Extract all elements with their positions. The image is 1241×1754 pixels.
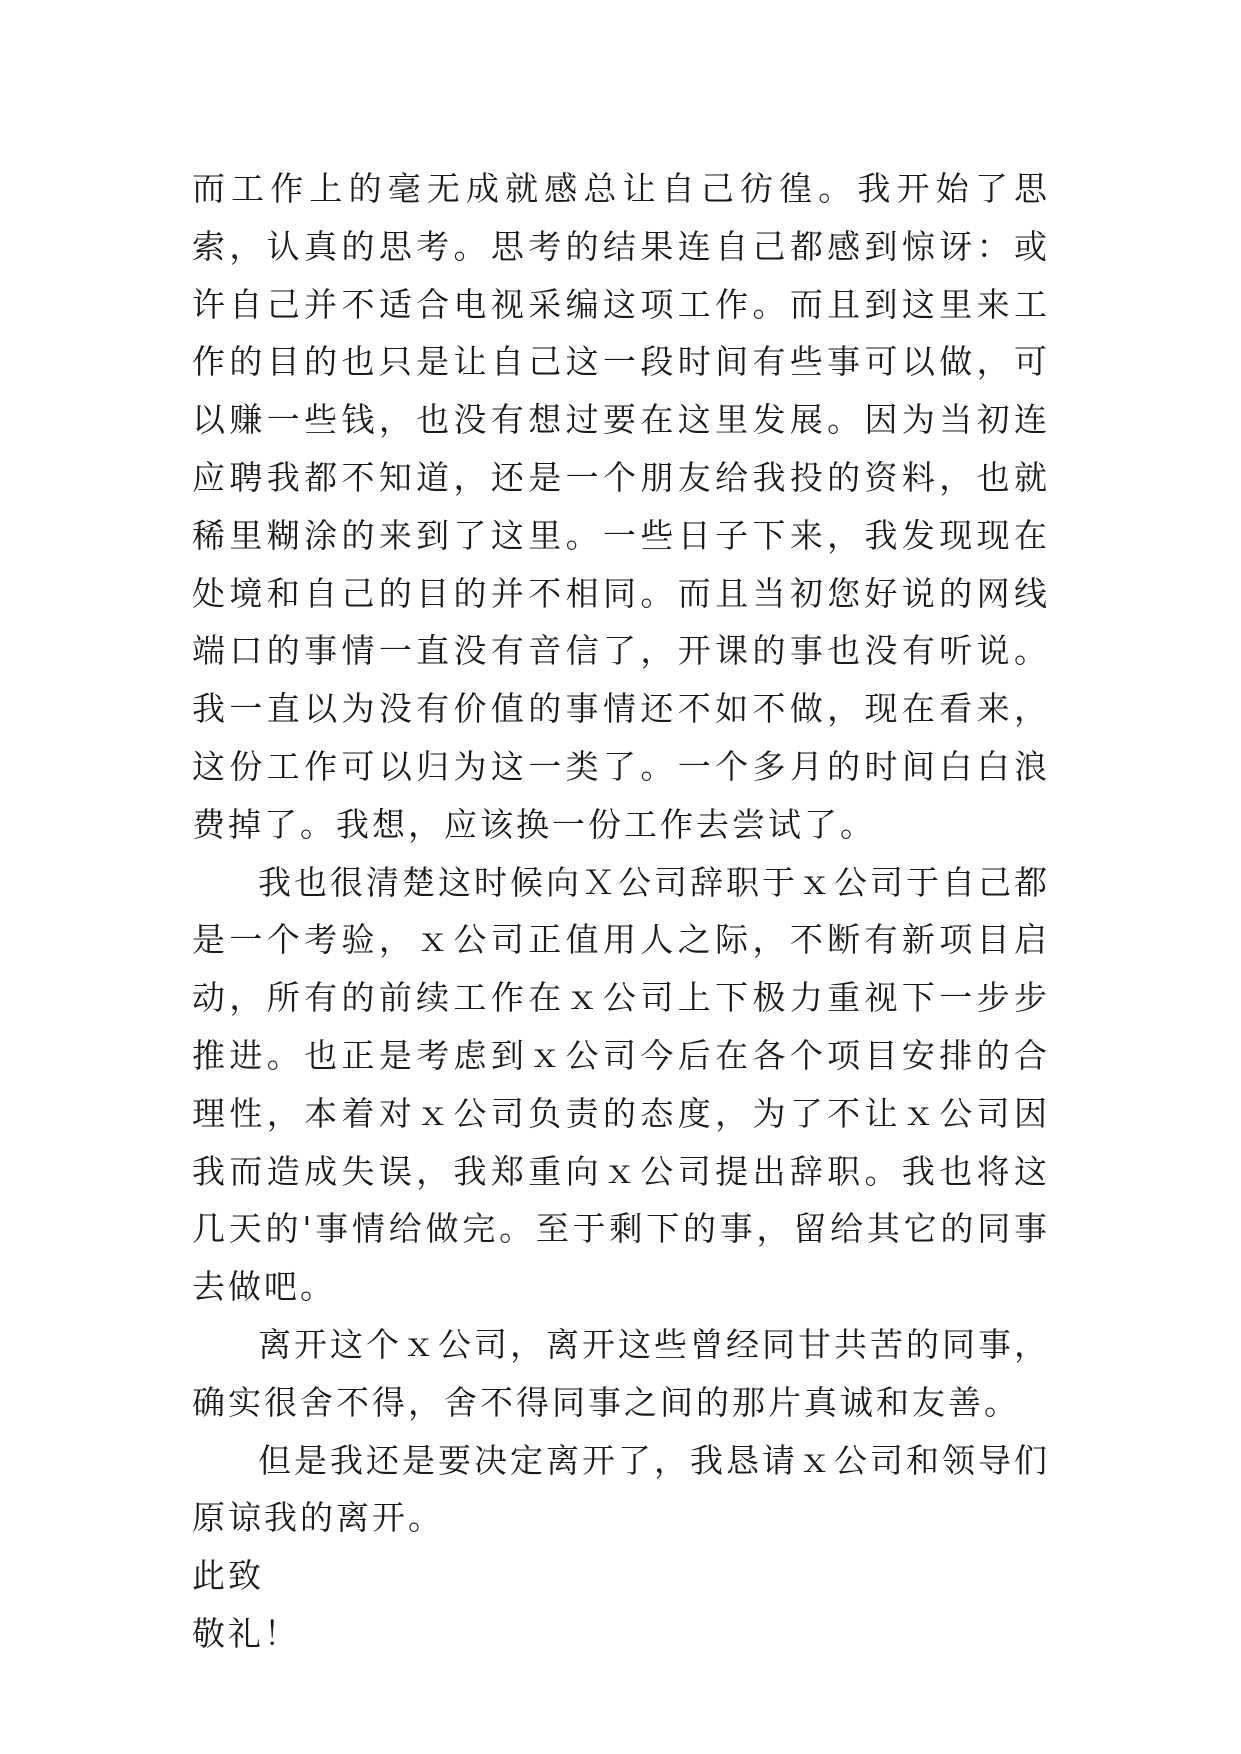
body-paragraph-2: 我也很清楚这时候向Ｘ公司辞职于ｘ公司于自己都是一个考验，ｘ公司正值用人之际，不断有新项目启动，所有的前续工作在ｘ公司上下极力重视下一步步推进。也正是考虑到ｘ公司今后在各个项目安排的合理性，本着对ｘ公司负责的态度，为了不让ｘ公司因我而造成失误，我郑重向ｘ公司提出辞职。我也将这几天的'事情给做完。至于剩下的事，留给其它的同事去做吧。 xyxy=(192,862,1050,1307)
document-page xyxy=(192,160,1050,1663)
closing-salutation: 此致 xyxy=(192,1556,264,1596)
body-paragraph-4: 但是我还是要决定离开了，我恳请ｘ公司和领导们原谅我的离开。 xyxy=(192,1440,1050,1538)
body-paragraph-1: 而工作上的毫无成就感总让自己彷徨。我开始了思索，认真的思考。思考的结果连自己都感到惊讶：或许自己并不适合电视采编这项工作。而且到这里来工作的目的也只是让自己这一段时间有些事可以做，可以赚一些钱，也没有想过要在这里发展。因为当初连应聘我都不知道，还是一个朋友给我投的资料，也就稀里糊涂的来到了这里。一些日子下来，我发现现在处境和自己的目的并不相同。而且当初您好说的网线端口的事情一直没有音信了，开课的事也没有听说。我一直以为没有价值的事情还不如不做，现在看来，这份工作可以归为这一类了。一个多月的时间白白浪费掉了。我想，应该换一份工作去尝试了。 xyxy=(192,169,1050,844)
closing-regards: 敬礼！ xyxy=(192,1613,300,1653)
body-paragraph-3: 离开这个ｘ公司，离开这些曾经同甘共苦的同事，确实很舍不得，舍不得同事之间的那片真诚和友善。 xyxy=(192,1324,1050,1422)
